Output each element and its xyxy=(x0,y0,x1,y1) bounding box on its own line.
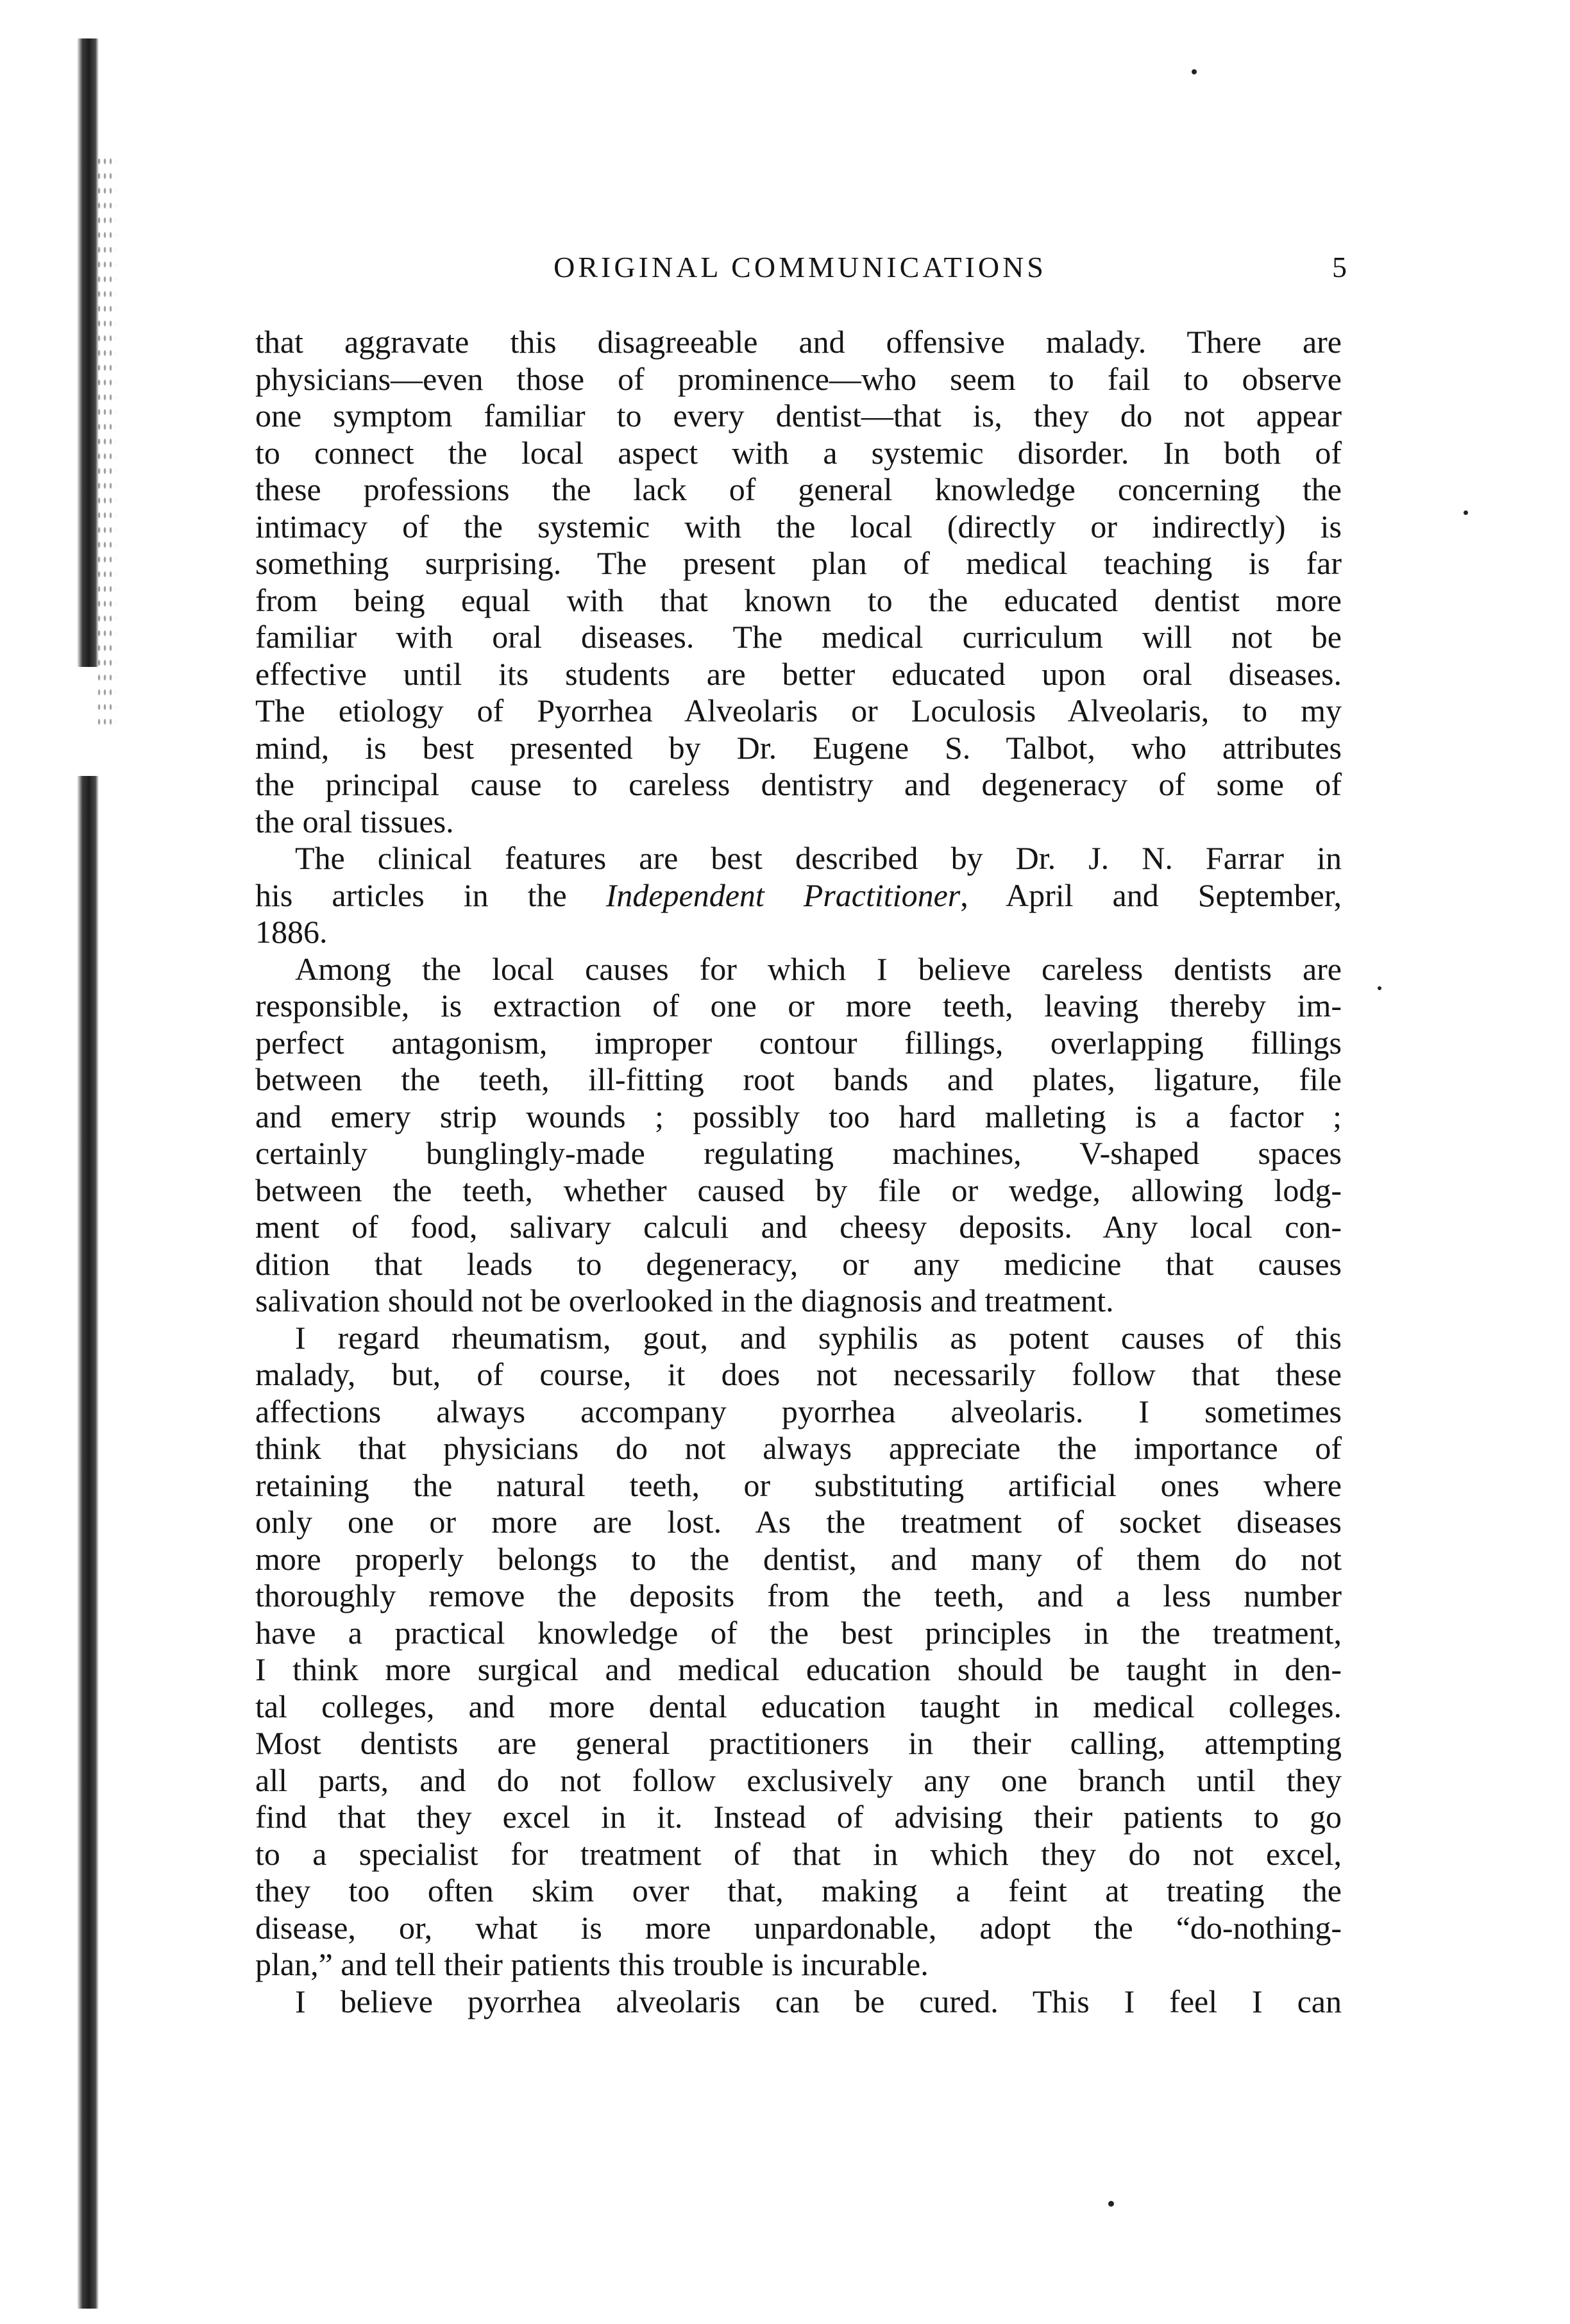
text-line: more properly belongs to the dentist, and many of them do not xyxy=(255,1540,1342,1577)
running-head-title: ORIGINAL COMMUNICATIONS xyxy=(553,251,1047,283)
text-line: I regard rheumatism, gout, and syphilis as potent causes of this xyxy=(295,1319,1342,1356)
text-line: mind, is best presented by Dr. Eugene S. Talbot, who attributes xyxy=(255,729,1342,766)
page-number: 5 xyxy=(1332,251,1347,283)
text-line: tal colleges, and more dental education taught in medical colleges. xyxy=(255,1688,1342,1724)
text-line: The clinical features are best described by Dr. J. N. Farrar in xyxy=(295,840,1342,876)
text-line: familiar with oral diseases. The medical curriculum will not be xyxy=(255,619,1342,655)
text-fragment: his articles in the xyxy=(255,877,606,913)
binding-edge xyxy=(77,38,99,2309)
text-line: Among the local causes for which I believe careless dentists are xyxy=(295,950,1342,987)
text-line: and emery strip wounds ; possibly too hard malleting is a factor ; xyxy=(255,1098,1342,1134)
text-line: these professions the lack of general knowledge concerning the xyxy=(255,471,1342,507)
text-line: between the teeth, whether caused by file or wedge, allowing lodg- xyxy=(255,1172,1342,1208)
text-line: perfect antagonism, improper contour fillings, overlapping fillings xyxy=(255,1024,1342,1061)
body-text xyxy=(255,324,1342,2020)
text-line: affections always accompany pyorrhea alveolaris. I sometimes xyxy=(255,1393,1342,1429)
text-line: from being equal with that known to the educated dentist more xyxy=(255,582,1342,618)
text-line: plan,” and tell their patients this trouble is incurable. xyxy=(255,1946,929,1982)
scan-speck xyxy=(1192,69,1197,74)
text-line: between the teeth, ill-fitting root bands and plates, ligature, file xyxy=(255,1061,1342,1097)
text-line: have a practical knowledge of the best principles in the treatment, xyxy=(255,1614,1342,1651)
text-line: I think more surgical and medical education should be taught in den- xyxy=(255,1651,1342,1687)
text-line: 1886. xyxy=(255,914,328,950)
text-line: something surprising. The present plan of medical teaching is far xyxy=(255,545,1342,581)
text-line: intimacy of the systemic with the local (directly or indirectly) is xyxy=(255,508,1342,544)
text-line: the principal cause to careless dentistry and degeneracy of some of xyxy=(255,766,1342,802)
text-line: that aggravate this disagreeable and offensive malady. There are xyxy=(255,324,1342,360)
text-line: Most dentists are general practitioners in their calling, attempting xyxy=(255,1725,1342,1761)
text-fragment: , April and September, xyxy=(960,877,1342,913)
text-line: certainly bunglingly-made regulating machines, V-shaped spaces xyxy=(255,1135,1342,1171)
text-line: responsible, is extraction of one or more teeth, leaving thereby im- xyxy=(255,988,1342,1023)
text-line: the oral tissues. xyxy=(255,803,454,839)
text-line: think that physicians do not always appreciate the importance of xyxy=(255,1430,1342,1466)
text-line: thoroughly remove the deposits from the teeth, and a less number xyxy=(255,1578,1342,1613)
text-line: I believe pyorrhea alveolaris can be cured. This I feel I can xyxy=(295,1983,1342,2019)
text-line: physicians—even those of prominence—who seem to fail to observe xyxy=(255,360,1342,397)
text-line: effective until its students are better educated upon oral diseases. xyxy=(255,655,1342,692)
text-line: they too often skim over that, making a feint at treating the xyxy=(255,1873,1342,1908)
journal-title: Independent Practitioner xyxy=(605,877,961,913)
text-line: to a specialist for treatment of that in which they do not excel, xyxy=(255,1835,1342,1872)
text-line: find that they excel in it. Instead of advising their patients to go xyxy=(255,1799,1342,1835)
text-line: dition that leads to degeneracy, or any medicine that causes xyxy=(255,1245,1342,1282)
scan-speck xyxy=(1464,510,1468,515)
text-line: only one or more are lost. As the treatment of socket diseases xyxy=(255,1504,1342,1540)
text-line: to connect the local aspect with a systemic disorder. In both of xyxy=(255,434,1342,471)
scan-speck xyxy=(1108,2201,1114,2207)
text-line: all parts, and do not follow exclusively any one branch until they xyxy=(255,1762,1342,1798)
text-line: salivation should not be overlooked in the diagnosis and treatment. xyxy=(255,1283,1114,1318)
text-line: disease, or, what is more unpardonable, adopt the “do-nothing- xyxy=(255,1909,1342,1946)
text-line-with-citation xyxy=(255,877,1342,914)
text-line: retaining the natural teeth, or substituting artificial ones where xyxy=(255,1467,1342,1503)
text-line: The etiology of Pyorrhea Alveolaris or Loculosis Alveolaris, to my xyxy=(255,693,1342,728)
running-head xyxy=(253,245,1347,290)
scan-specks xyxy=(96,154,115,731)
text-line: ment of food, salivary calculi and cheesy deposits. Any local con- xyxy=(255,1209,1342,1245)
text-line: one symptom familiar to every dentist—that is, they do not appear xyxy=(255,398,1342,434)
scan-speck xyxy=(1378,986,1381,990)
text-line: malady, but, of course, it does not necessarily follow that these xyxy=(255,1356,1342,1392)
